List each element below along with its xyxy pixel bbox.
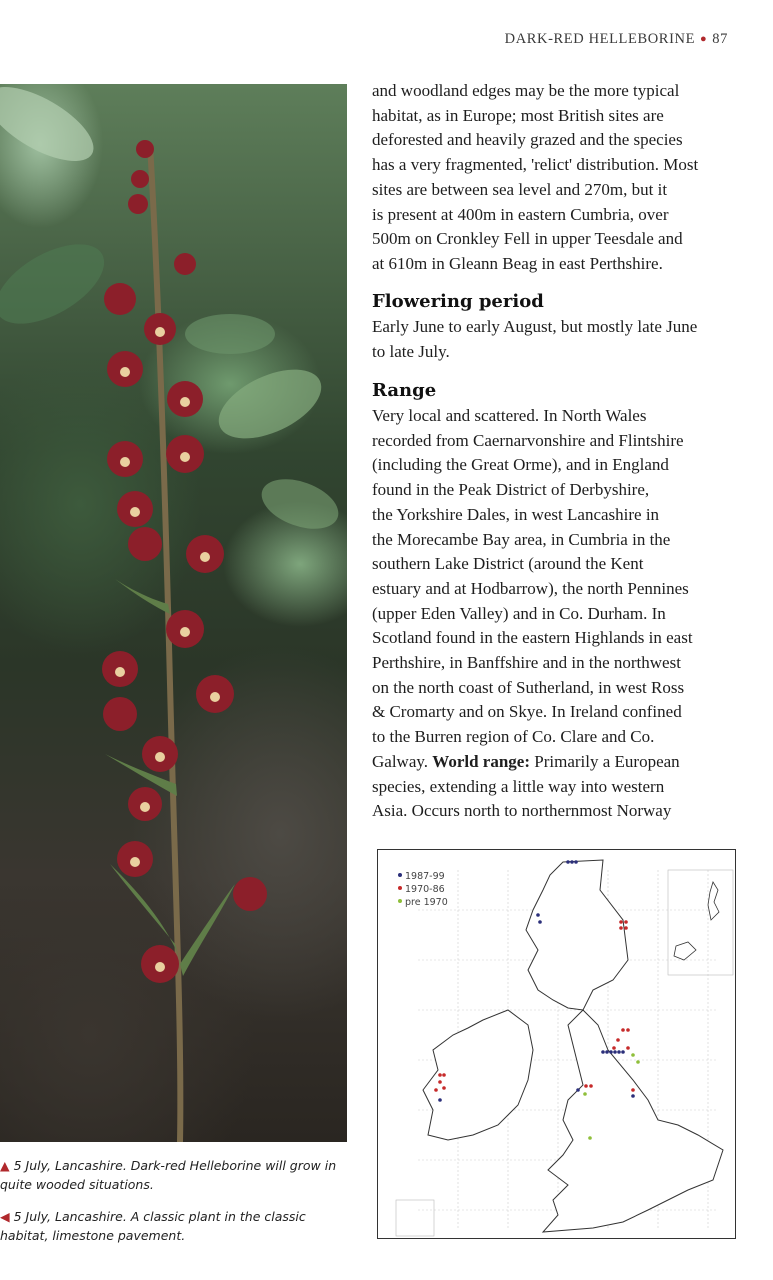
text-line: sites are between sea level and 270m, but it <box>372 179 668 199</box>
text-line: & Cromarty and on Skye. In Ireland confined <box>372 702 682 722</box>
text-line: southern Lake District (around the Kent <box>372 554 644 574</box>
photo-caption-2 <box>0 1207 350 1245</box>
text-line: the Yorkshire Dales, in west Lancashire in <box>372 504 660 524</box>
map-legend <box>398 870 448 909</box>
text-line: has a very fragmented, 'relict' distribution. Most <box>372 155 699 175</box>
text-line: Very local and scattered. In North Wales <box>372 406 647 425</box>
flowering-heading: Flowering period <box>372 291 544 312</box>
running-head <box>505 31 728 48</box>
page-number: 87 <box>712 31 728 47</box>
text-line: estuary and at Hodbarrow), the north Pennines <box>372 578 689 598</box>
text-line: and woodland edges may be the more typical <box>372 81 680 100</box>
legend-dot <box>398 899 402 903</box>
habitat-paragraph <box>372 79 737 277</box>
text-line: at 610m in Gleann Beag in east Perthshire. <box>372 253 663 273</box>
legend-label: pre 1970 <box>405 897 448 908</box>
text-line: found in the Peak District of Derbyshire, <box>372 480 650 500</box>
text-line: Scotland found in the eastern Highlands in east <box>372 628 693 648</box>
flowering-paragraph <box>372 315 737 364</box>
text-line: habitat, as in Europe; most British sites are <box>372 105 664 125</box>
text-line: (upper Eden Valley) and in Co. Durham. In <box>372 603 666 623</box>
legend-item-pre-1970 <box>398 896 448 909</box>
caption-text-1: 5 July, Lancashire. Dark-red Helleborine will grow in quite wooded situations. <box>0 1158 337 1192</box>
text-line: 500m on Cronkley Fell in upper Teesdale and <box>372 229 683 249</box>
world-range-line <box>372 750 737 775</box>
legend-dot <box>398 886 402 890</box>
text-line: Early June to early August, but mostly late June <box>372 317 698 336</box>
caption-arrow-left: ◀ <box>0 1209 10 1224</box>
legend-label: 1987-99 <box>405 871 445 882</box>
text-line: to the Burren region of Co. Clare and Co. <box>372 727 655 747</box>
range-heading: Range <box>372 380 437 401</box>
orchid-photo <box>0 84 347 1142</box>
text-line: deforested and heavily grazed and the species <box>372 130 683 150</box>
caption-text-2: 5 July, Lancashire. A classic plant in the classic habitat, limestone pavement. <box>0 1209 306 1243</box>
text-line: the Morecambe Bay area, in Cumbria in the <box>372 529 671 549</box>
legend-item-1970-86 <box>398 883 448 896</box>
bullet-separator: ● <box>700 33 708 45</box>
legend-item-1987-99 <box>398 870 448 883</box>
legend-dot <box>398 873 402 877</box>
orchid-illustration <box>0 84 347 1142</box>
text-line: Asia. Occurs north to northernmost Norway <box>372 801 672 821</box>
text-line: (including the Great Orme), and in England <box>372 455 669 475</box>
range-paragraph <box>372 404 737 824</box>
photo-caption-1 <box>0 1156 350 1194</box>
text-line: recorded from Caernarvonshire and Flintshire <box>372 430 684 450</box>
text-line: is present at 400m in eastern Cumbria, over <box>372 204 669 224</box>
running-title: DARK-RED HELLEBORINE <box>504 31 696 47</box>
world-range-label: World range: <box>432 751 531 771</box>
text-line: Perthshire, in Banffshire and in the northwest <box>372 653 681 673</box>
caption-arrow-up: ▲ <box>0 1158 10 1173</box>
legend-label: 1970-86 <box>405 884 445 895</box>
world-range-text: Primarily a European <box>534 751 680 771</box>
text-line: species, extending a little way into western <box>372 776 665 796</box>
distribution-map <box>377 849 736 1239</box>
text-line: on the north coast of Sutherland, in west Ross <box>372 677 685 697</box>
text-line: to late July. <box>372 341 450 361</box>
galway-text: Galway. <box>372 751 429 771</box>
